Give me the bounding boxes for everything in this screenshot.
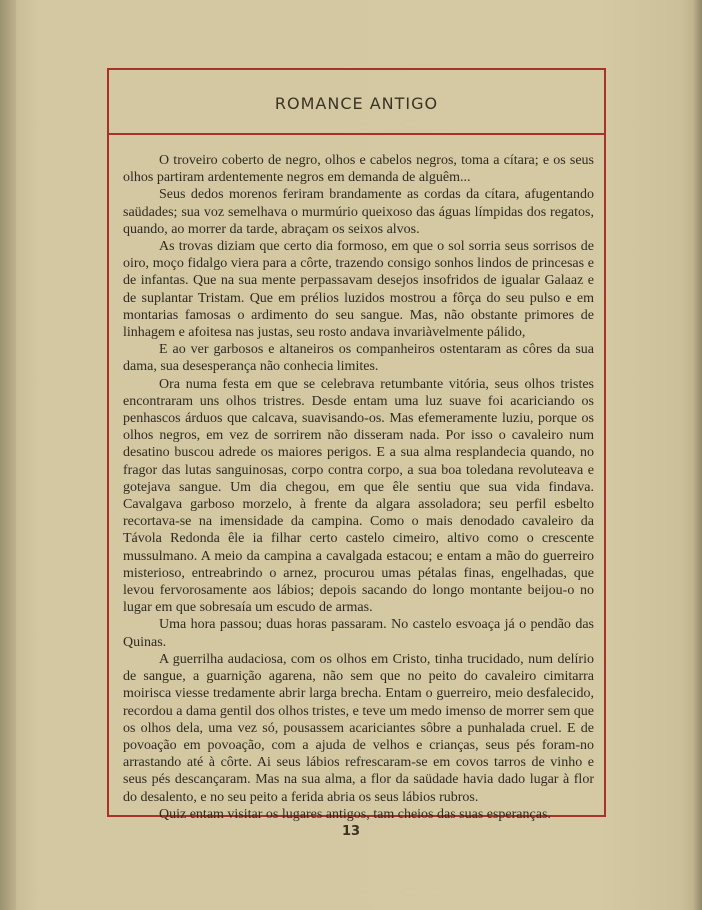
text-frame <box>107 68 606 822</box>
paragraph: Seus dedos morenos feriram brandamente as cordas da cítara, afugentando saüdades; sua voz semelhava o murmúrio queixoso das águas límpidas dos regatos, quando, ao morrer da tarde, abraçam os seixos alvos. <box>123 187 594 237</box>
paragraph: Ora numa festa em que se celebrava retumbante vitória, seus olhos tristes encontraram uns olhos tristres. Desde entam uma luz suave foi acariciando os penhascos árduos que calcava, suavisando-os. Mas efemeramente luziu, porque os olhos negros, em vez de sorrirem não disseram nada. Por isso o cavaleiro num desatino buscou adrede os maiores perigos. E a sua alma resplandecia quando, no fragor das lutas sanguinosas, corpo contra corpo, a sua boa toledana revoluteava e gotejava sangue. Um dia chegou, em que êle sentiu que sua vida findava. Cavalgava garboso morzelo, à frente da algara assoladora; seu perfil esbelto recortava-se na imensidade da campina. Como o mais denodado cavaleiro da Távola Redonda êle ia filhar certo castelo cimeiro, altivo como o crescente mussulmano. A meio da campina a cavalgada estacou; e entam a mão do guerreiro misterioso, entreabrindo o arnez, procurou umas pétalas finas, engelhadas, que levou fervorosamente aos lábios; depois sacando do longo montante beijou-o no lugar em que sobresaía um escudo de armas. <box>123 376 594 616</box>
paragraph: Quiz entam visitar os lugares antigos, tam cheios das suas esperanças. <box>159 806 551 822</box>
paragraph: E ao ver garbosos e altaneiros os companheiros ostentaram as côres da sua dama, sua desesperança não conhecia limites. <box>123 342 594 375</box>
body-text <box>123 152 594 823</box>
paragraph: As trovas diziam que certo dia formoso, em que o sol sorria seus sorrisos de oiro, moço fidalgo viera para a côrte, trazendo consigo sonhos lindos de princesas e de infantas. Que na sua mente perpassavam desejos insofridos de igualar Galaaz e de suplantar Tristam. Que em prélios luzidos mostrou a fôrça do seu pulso e em montarias famosas o ardimento do seu sangue. Mas, não obstante primores de linhagem e afoitesa nas justas, seu rosto andava invariàvelmente pálido, <box>123 239 594 341</box>
chapter-title: ROMANCE ANTIGO <box>274 94 439 113</box>
paragraph: Uma hora passou; duas horas passaram. No castelo esvoaça já o pendão das Quinas. <box>123 617 594 650</box>
page-gutter <box>0 0 16 910</box>
page-number: 13 <box>341 824 361 839</box>
page-edge <box>692 0 702 910</box>
paragraph: A guerrilha audaciosa, com os olhos em Cristo, tinha trucidado, num delírio de sangue, a guarnição agarena, não sem que no peito do cavaleiro cimitarra moirisca viesse tredamente abrir larga brecha. Entam o guerreiro, meio desfalecido, recordou a dama gentil dos olhos tristes, e teve um medo imenso de morrer sem que os olhos dela, uma vez só, pousassem acariciantes sôbre a punhalada cruel. E de povoação em povoação, com a ajuda de velhos e crianças, seus pés foram-no arrastando até à côrte. Ai seus lábios refrescaram-se em covos tarros de vinho e seus pés descançaram. Mas na sua alma, a flor da saüdade havia dado lugar à flor do desalento, e no seu peito a ferida abria os seus lábios rubros. <box>123 651 594 805</box>
paragraph: O troveiro coberto de negro, olhos e cabelos negros, toma a cítara; e os seus olhos partiram ardentemente negros em demanda de alguêm... <box>123 153 594 186</box>
title-rule <box>109 133 604 135</box>
